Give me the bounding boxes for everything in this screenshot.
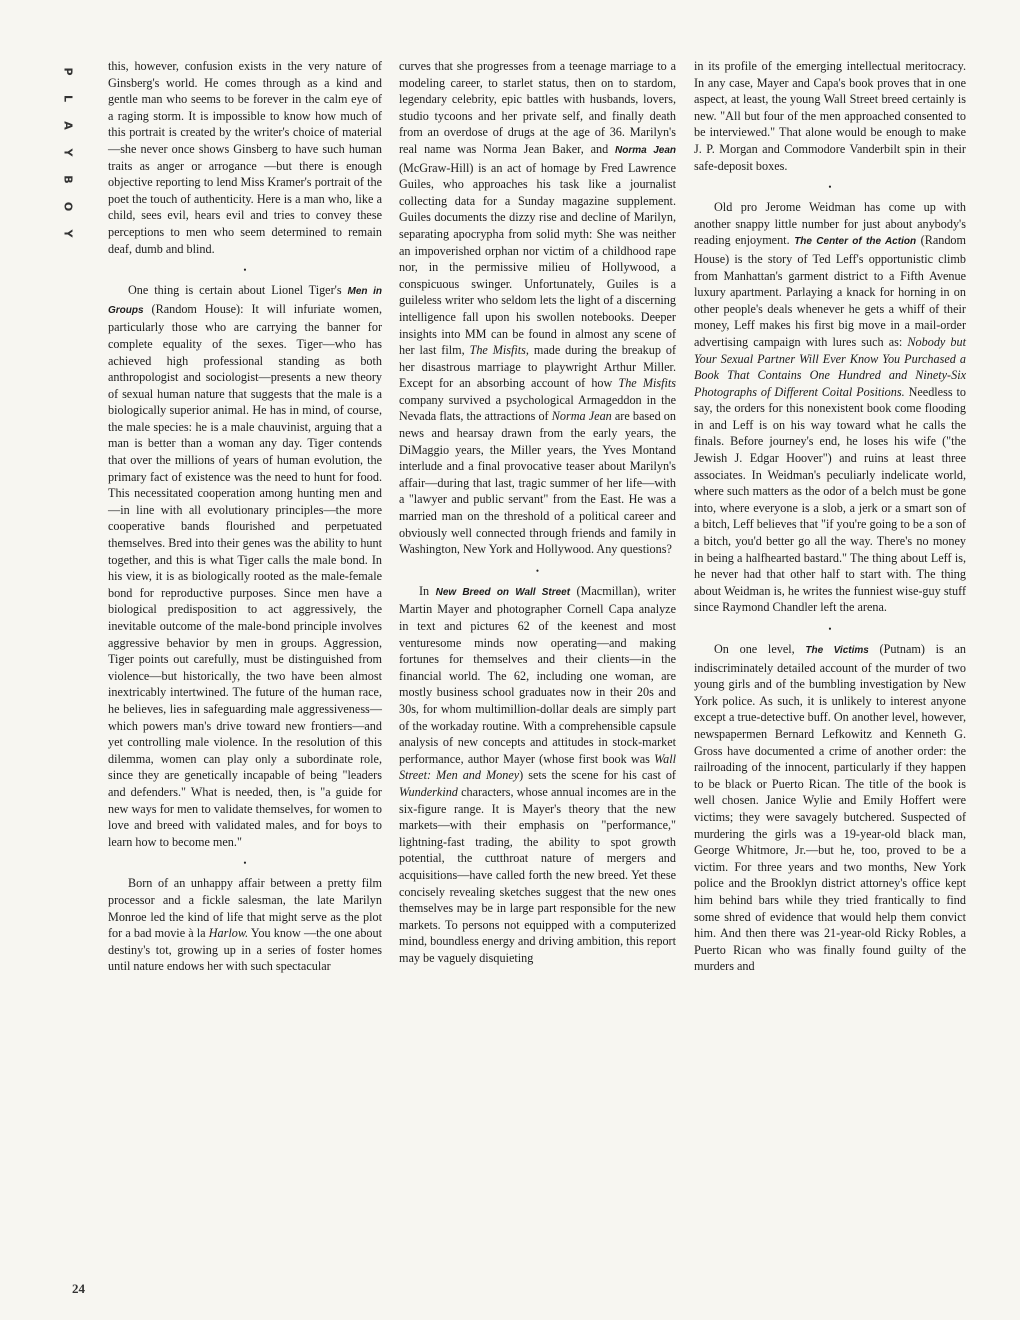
- magazine-name-vertical: [57, 58, 79, 247]
- paragraph: Born of an unhappy affair between a pretty film processor and a fickle salesman, the late Marilyn Monroe led the kind of life that might serve as the plot for a bad movie à la Harlow. You know —the one about destiny's tot, growing up in a series of foster homes until nature endows her with such spectacular: [108, 876, 382, 974]
- paragraph: this, however, confusion exists in the very nature of Ginsberg's world. He comes through as a kind and gentle man who seems to be forever in the calm eye of a raging storm. It is impossible to know how much of this portrait is created by the writer's choice of material—she never once shows Ginsberg to have such human traits as anger or arrogance —but there is enough objective reporting to lend Miss Kramer's portrait of the poet the touch of authenticity. Here is a man who, like a child, sees evil, hears evil and tries to convey these perceptions to men who seem determined to remain deaf, dumb and blind.: [108, 59, 382, 256]
- logo-letter: O: [61, 201, 75, 212]
- paragraph: Old pro Jerome Weidman has come up with another snappy little number for just about anybody's reading enjoyment. The Center of the Action (Random House) is the story of Ted Leff's opportunistic climb from Manhattan's garment district to a Fifth Avenue luxury apartment. Parlaying a knack for horning in on other people's deals whenever he gets a whiff of their money, Leff makes his first big move in a mail-order advertising campaign with lures such as: Nobody but Your Sexual Partner Will Ever Know You Purchased a Book That Contains One Hundred and Ninety-Six Photographs of Different Coital Positions. Needless to say, the orders for this nonexistent book come flooding in and Leff is on his way toward what he calls the finals. Before journey's end, he loses his wife ("the Jewish J. Edgar Hoover") and ruins at least three associates. In Weidman's peculiarly indelicate world, where such matters as the odor of a belch must be gone into, where everyone is a slob, a jerk or a smart son of a bitch, Leff believes that "if you're going to be a son of a bitch, you'd better go all the way. There's no money in being a halfhearted bastard." The thing about Leff is, he never had that other half to start with. The thing about Weidman is, he writes the funniest wise-guy stuff since Raymond Chandler left the arena.: [694, 200, 966, 615]
- logo-letter: B: [61, 175, 75, 184]
- column-2: [399, 58, 676, 966]
- logo-letter: Y: [61, 229, 75, 238]
- book-title: New Breed on Wall Street: [435, 586, 571, 598]
- column-1: [108, 58, 382, 975]
- book-title: The Center of the Action: [794, 236, 917, 248]
- page-number: 24: [72, 1281, 85, 1296]
- paragraph: curves that she progresses from a teenage marriage to a modeling career, to starlet status, then on to stardom, legendary celebrity, epic battles with husbands, lovers, studio tycoons and her private self, and finally death from an overdose of drugs at the age of 36. Marilyn's real name was Norma Jean Baker, and Norma Jean (McGraw-Hill) is an act of homage by Fred Lawrence Guiles, who approaches his task like a journalist collecting data for a Sunday magazine supplement. Guiles documents the dizzy rise and decline of Marilyn, separating apocrypha from solid myth: She was neither an impoverished orphan nor victim of a childhood rape nor, in the permissive milieu of Hollywood, a conspicuous swinger. Unfortunately, Guiles is a guileless writer who seldom lets the light of a discerning intelligence fall upon his swollen notebooks. Deeper insights into MM can be found in almost any scene of her last film, The Misfits, made during the breakup of her disastrous marriage to playwright Arthur Miller. Except for an absorbing account of how The Misfits company survived a psychological Armageddon in the Nevada flats, the attractions of Norma Jean are based on news and hearsay drawn from the early years, the DiMaggio years, the Miller years, the Yves Montand interlude and a final provocative teaser about Marilyn's affair—during that last, tragic summer of her life—with a "lawyer and public servant" from the East. He was a married man on the threshold of a political career and obviously well connected through friends and family in Washington, New York and Hollywood. Any questions?: [399, 59, 677, 557]
- paragraph: in its profile of the emerging intellectual meritocracy. In any case, Mayer and Capa's book proves that in one aspect, at least, the young Wall Street breed certainly is new. "All but four of the men approached consented to be interviewed." That alone would be enough to make J. P. Morgan and Commodore Vanderbilt spin in their safe-deposit boxes.: [694, 59, 966, 173]
- logo-letter: L: [61, 94, 75, 102]
- paragraph: On one level, The Victims (Putnam) is an indiscriminately detailed account of the murder of two young girls and of the bumbling investigation by New York police. As such, it is unlikely to interest anyone except a true-detective buff. On another level, however, newspapermen Bernard Lefkowitz and Kenneth G. Gross have documented a crime of another order: the railroading of the innocent, particularly if they happen to be black or Puerto Rican. The title of the book is well chosen. Janice Wylie and Emily Hoffert were victims; they were savagely butchered. Suspected of murdering the girls was a 19-year-old black man, George Whitmore, Jr.—but he, too, proved to be a victim. For three years and two months, New York police and the Brooklyn district attorney's office kept him behind bars while they tried frantically to find some shred of evidence that would help them convict him. And then there was 21-year-old Ricky Robles, a Puerto Rican who was finally found guilty of the murders and: [694, 642, 966, 974]
- section-separator: •: [828, 182, 832, 193]
- logo-letter: P: [61, 67, 75, 76]
- book-title: Men in Groups: [108, 286, 382, 316]
- section-separator: •: [243, 265, 247, 276]
- logo-letter: Y: [61, 148, 75, 157]
- paragraph: One thing is certain about Lionel Tiger's Men in Groups (Random House): It will infuriate women, particularly those who are carrying the banner for complete equality of the sexes. Tiger—who has achieved high professional standing as both anthropologist and sociologist—presents a new theory of sexual human nature that suggests that the male is a biologically superior animal. He has in mind, of course, the male species: he is a male chauvinist, arguing that a man is better than a woman any day. Tiger contends that over the millions of years of human evolution, the primary fact of existence was the need to hunt for food. This necessitated cooperation among hunting men and—in line with all evolutionary principles—the more cooperative bands flourished and perpetuated themselves. Bred into their genes was the ability to hunt together, and this is what Tiger calls the male bond. In his view, it is as biologically rooted as the male-female bond for reproductive purposes. Since men have a biological predisposition to act aggressively, the inevitable outcome of the male-bond principle involves aggressive behavior by men in groups. Aggression, Tiger points out carefully, must be distinguished from violence—but historically, the two have been almost inextricably intertwined. The future of the human race, he believes, lies in safeguarding male aggressiveness—which powers man's drive toward new frontiers—and yet controlling male violence. In the resolution of this dilemma, women can play only a subordinate role, since they are genetically incapable of being "leaders and defenders." What is needed, then, is "a guide for new ways for men to validate themselves, for women to love and breed with validated males, and for boys to learn how to become men.": [108, 283, 382, 849]
- book-title: The Victims: [805, 645, 869, 656]
- book-title: Norma Jean: [614, 144, 676, 156]
- section-separator: •: [535, 565, 540, 576]
- section-separator: •: [828, 624, 832, 634]
- paragraph: In New Breed on Wall Street (Macmillan), writer Martin Mayer and photographer Cornell Capa analyze in text and pictures 62 of the keenest and most venturesome minds now operating—and making fortunes for themselves and their clients—in the financial world. The 62, including one woman, are mostly business school graduates now in their 20s and 30s, for whom multimillion-dollar deals are simply part of the workaday routine. With a comprehensible capsule analysis of new concepts and attitudes in stock-market performance, author Mayer (whose first book was Wall Street: Men and Money) sets the scene for his cast of Wunderkind characters, whose annual incomes are in the six-figure range. It is Mayer's theory that the new markets—with their emphasis on "performance," lightning-fast trading, the ability to spot growth potential, the cutthroat nature of mergers and acquisitions—have called forth the new breed. Yet these concisely revealing sketches suggest that the new ones themselves may be in large part responsible for the new markets. To persons not equipped with a computerized mind, boundless energy and driving ambition, this report may be vaguely disquieting: [399, 583, 677, 965]
- logo-letter: A: [61, 121, 75, 130]
- column-3: [694, 58, 966, 975]
- section-separator: •: [243, 858, 247, 869]
